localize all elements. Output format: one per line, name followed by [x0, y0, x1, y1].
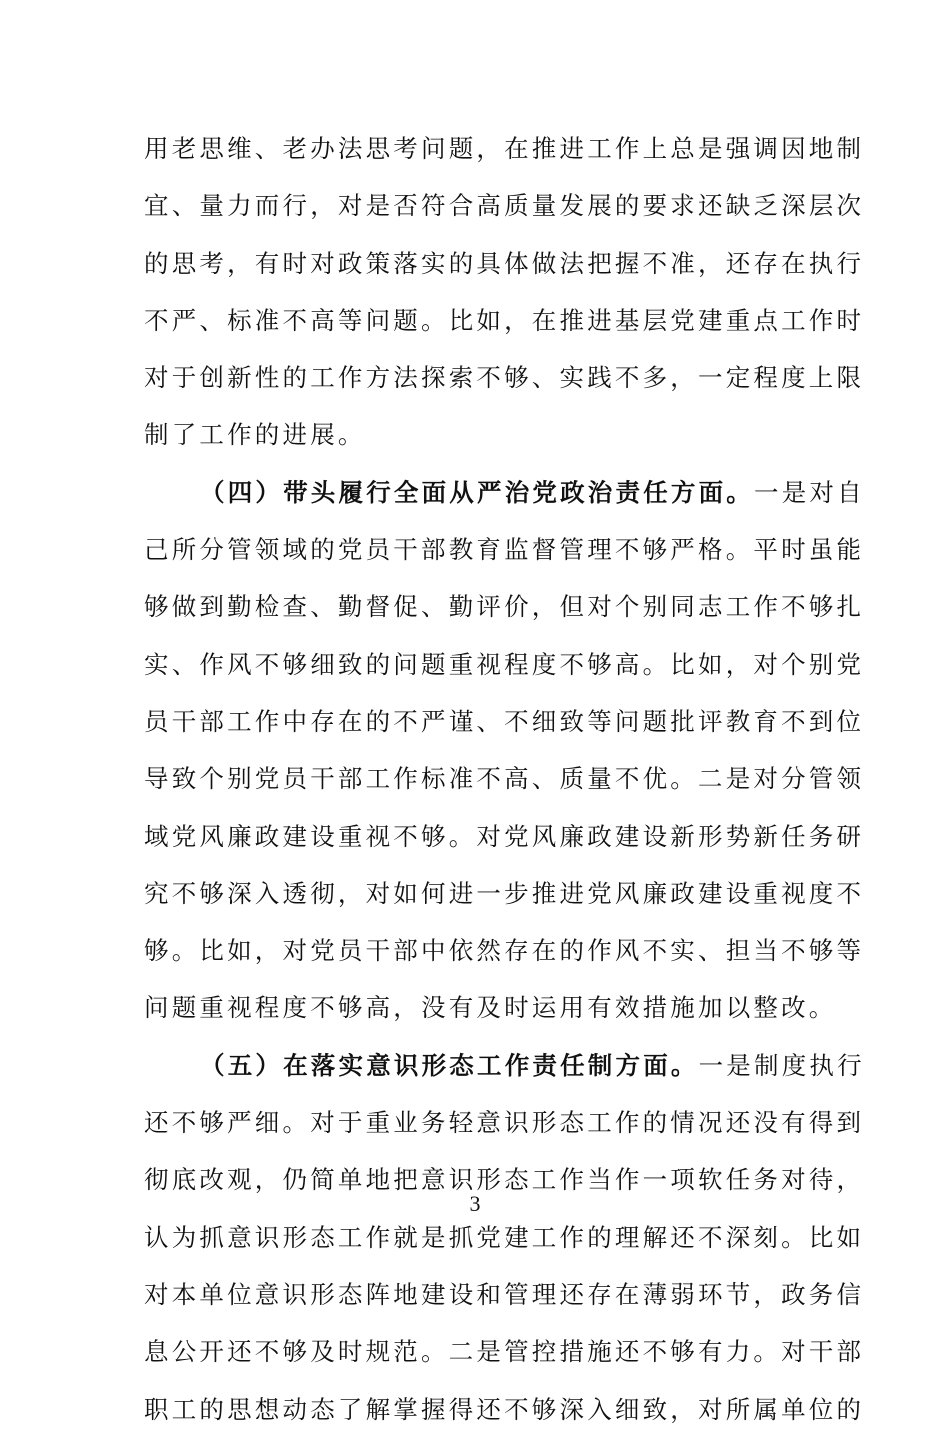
text-line	[144, 578, 865, 635]
text-line	[144, 979, 837, 1036]
text-line	[144, 922, 865, 979]
text-line	[144, 521, 865, 578]
line-text: 域党风廉政建设重视不够。对党风廉政建设新形势新任务研	[144, 821, 865, 851]
line-text: 一是制度执行	[698, 1050, 865, 1080]
text-line	[144, 693, 865, 750]
text-line	[144, 177, 865, 234]
line-text: 认为抓意识形态工作就是抓党建工作的理解还不深刻。比如	[144, 1222, 865, 1252]
line-text: 究不够深入透彻，对如何进一步推进党风廉政建设重视度不	[144, 878, 865, 908]
line-text: 职工的思想动态了解掌握得还不够深入细致，对所属单位的	[144, 1394, 865, 1424]
text-line	[144, 1266, 865, 1323]
line-text: 实、作风不够细致的问题重视程度不够高。比如，对个别党	[144, 649, 865, 679]
text-line	[144, 292, 865, 349]
text-line	[144, 750, 865, 807]
text-line	[144, 808, 865, 865]
line-text: 己所分管领域的党员干部教育监督管理不够严格。平时虽能	[144, 535, 865, 565]
text-line	[144, 865, 865, 922]
line-text: 员干部工作中存在的不严谨、不细致等问题批评教育不到位	[144, 706, 865, 736]
page-number: 3	[469, 1191, 481, 1216]
line-text: 够做到勤检查、勤督促、勤评价，但对个别同志工作不够扎	[144, 592, 865, 622]
text-line	[144, 1094, 865, 1151]
line-text: 对于创新性的工作方法探索不够、实践不多，一定程度上限	[144, 363, 865, 393]
line-text: 的思考，有时对政策落实的具体做法把握不准，还存在执行	[144, 248, 865, 278]
body-text	[144, 120, 865, 1438]
section-heading-line	[144, 464, 865, 521]
text-line	[144, 349, 865, 406]
line-text: 息公开还不够及时规范。二是管控措施还不够有力。对干部	[144, 1337, 865, 1367]
line-text: 导致个别党员干部工作标准不高、质量不优。二是对分管领	[144, 764, 865, 794]
section-heading-line	[144, 1037, 865, 1094]
line-text: 问题重视程度不够高，没有及时运用有效措施加以整改。	[144, 993, 837, 1023]
line-text: 彻底改观，仍简单地把意识形态工作当作一项软任务对待，	[144, 1165, 865, 1195]
line-text: 宜、量力而行，对是否符合高质量发展的要求还缺乏深层次	[144, 191, 865, 221]
text-line	[144, 406, 814, 463]
text-line	[144, 1381, 865, 1438]
section-heading-five: （五）在落实意识形态工作责任制方面。	[200, 1050, 699, 1080]
line-text: 还不够严细。对于重业务轻意识形态工作的情况还没有得到	[144, 1108, 865, 1138]
line-text: 不严、标准不高等问题。比如，在推进基层党建重点工作时	[144, 305, 865, 335]
text-line	[144, 1323, 865, 1380]
line-text: 用老思维、老办法思考问题，在推进工作上总是强调因地制	[144, 134, 865, 163]
section-heading-four: （四）带头履行全面从严治党政治责任方面。	[200, 477, 754, 507]
line-text: 对本单位意识形态阵地建设和管理还存在薄弱环节，政务信	[144, 1279, 865, 1309]
text-line	[144, 235, 865, 292]
line-text: 一是对自	[754, 477, 865, 507]
line-text: 够。比如，对党员干部中依然存在的作风不实、担当不够等	[144, 936, 865, 966]
text-line	[144, 636, 865, 693]
text-line	[144, 120, 865, 177]
line-text: 制了工作的进展。	[144, 420, 366, 450]
